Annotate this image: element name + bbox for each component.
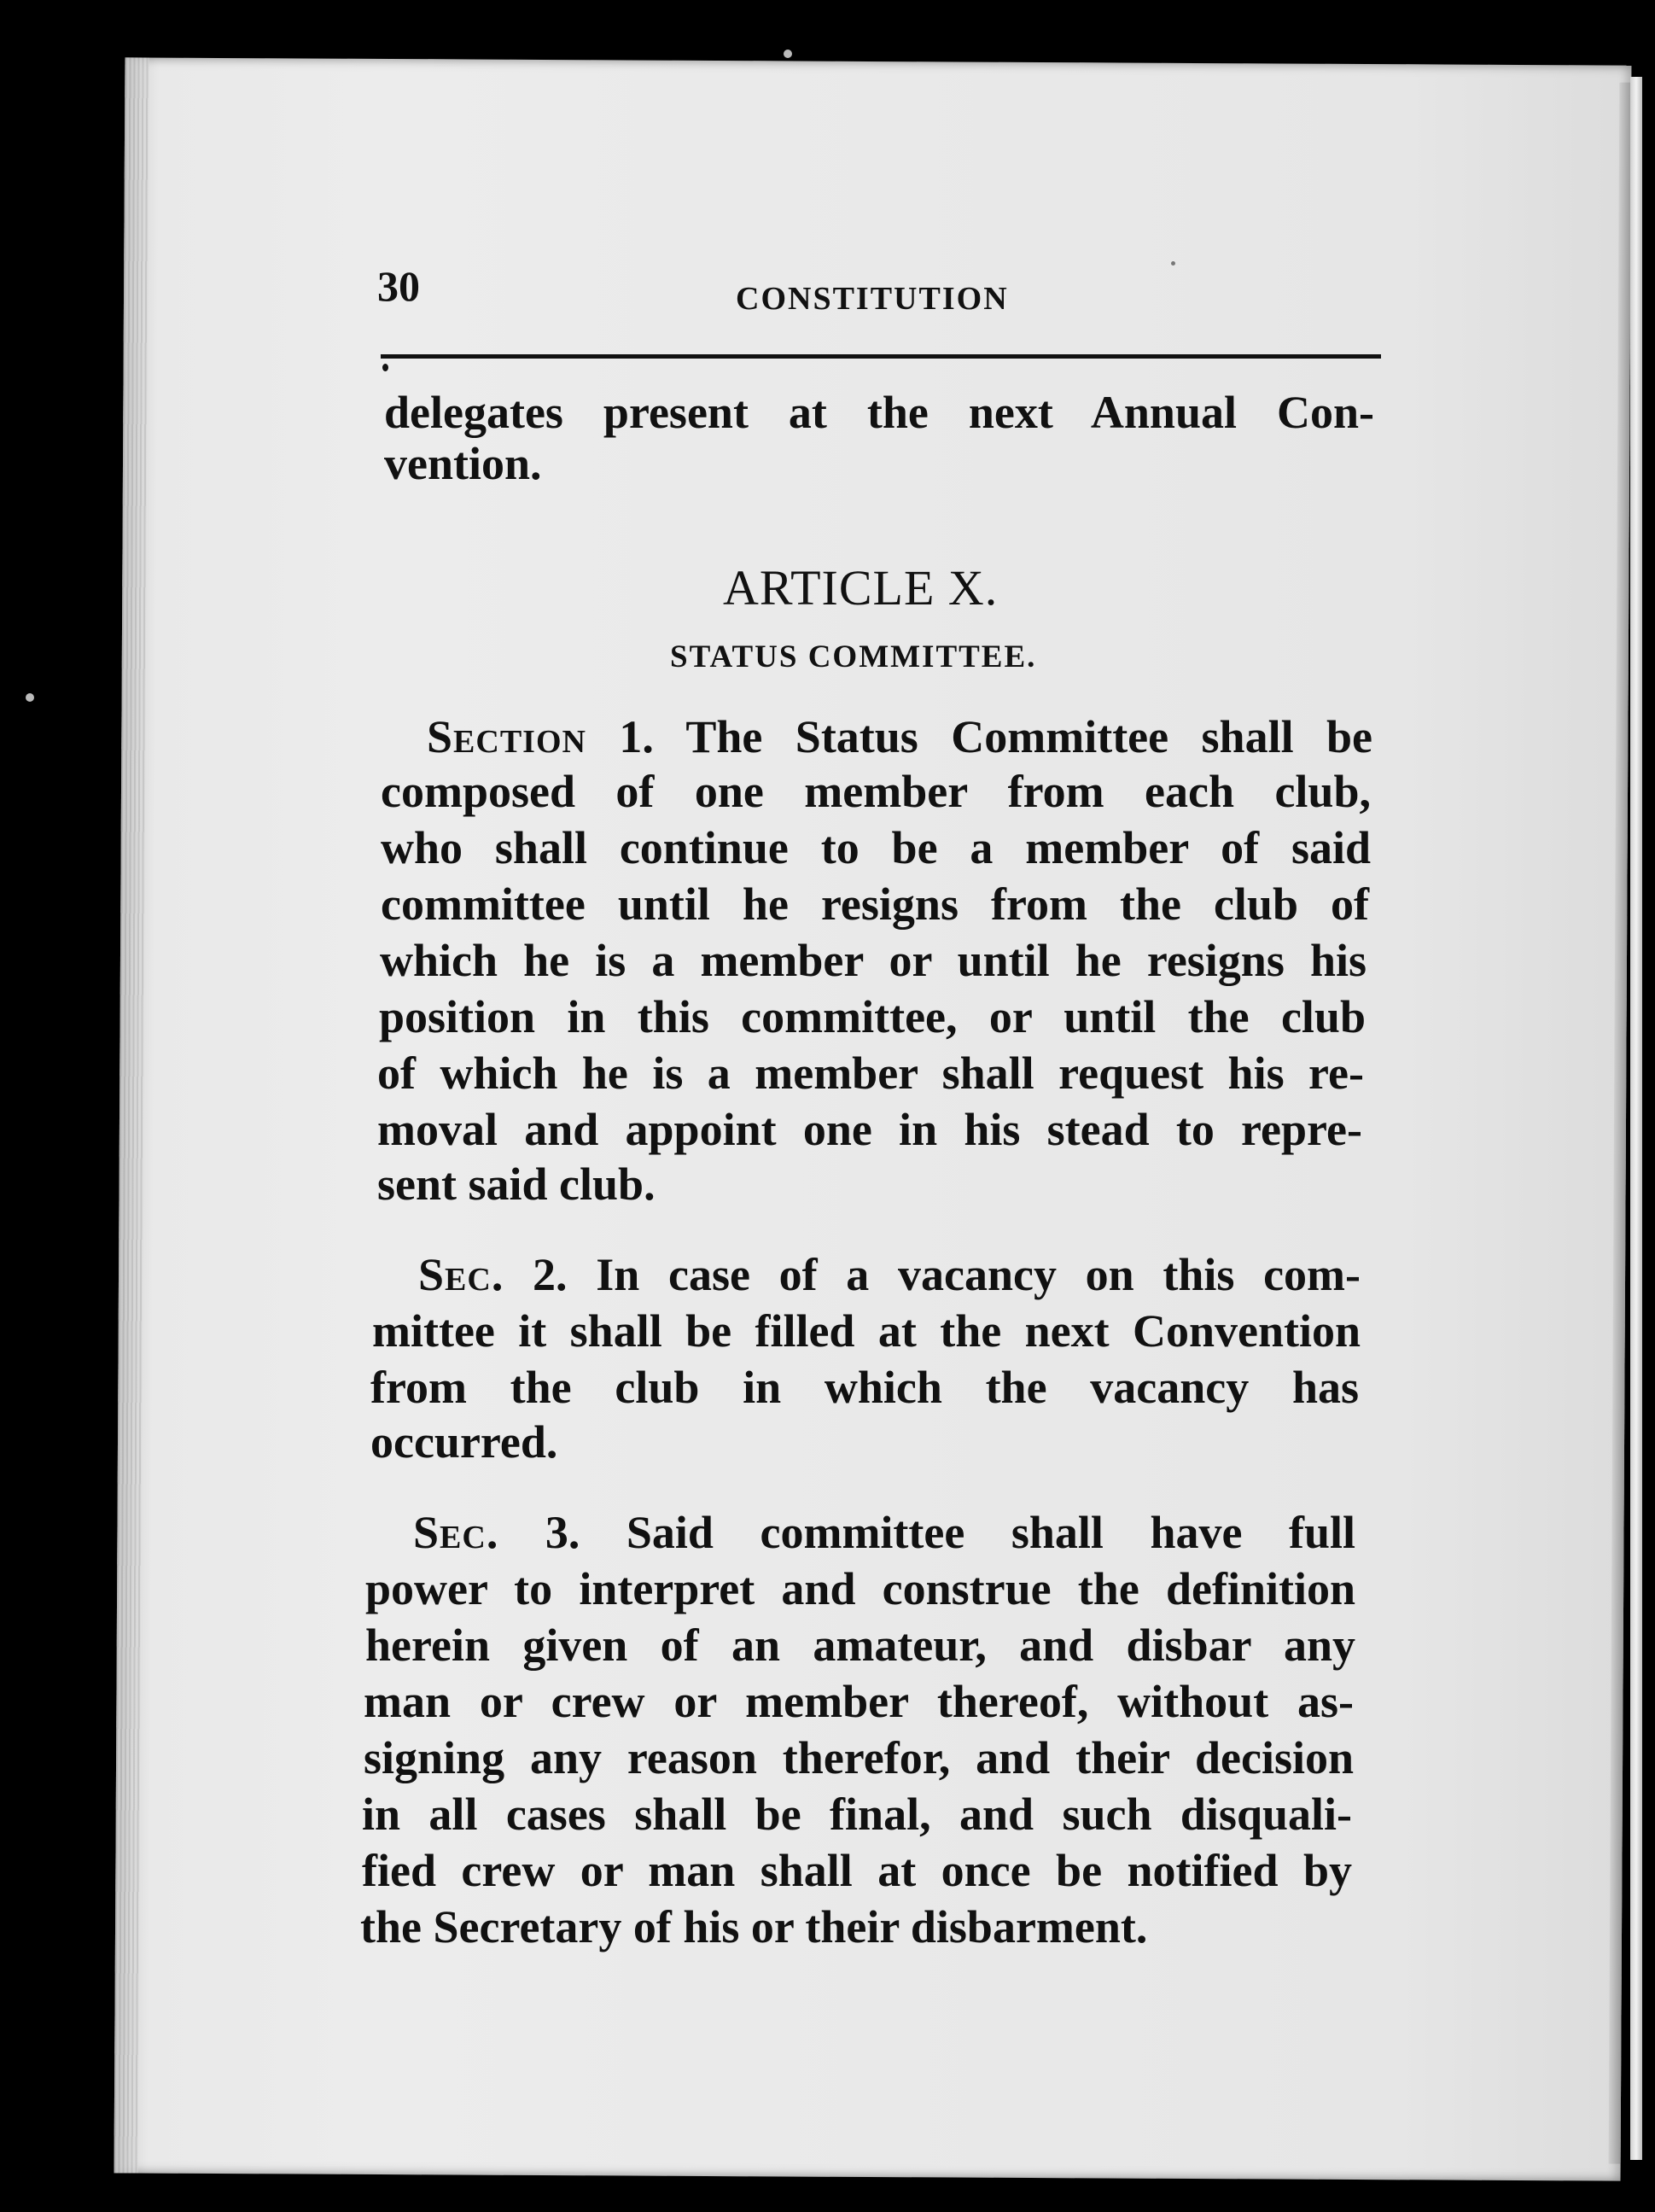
text-line: of which he is a member shall request his re-: [377, 1048, 1364, 1099]
header-rule: [381, 354, 1381, 359]
text-line: fied crew or man shall at once be notified by: [362, 1845, 1352, 1896]
text-line: signing any reason therefor, and their decision: [364, 1732, 1354, 1783]
section-first-line: [427, 710, 1372, 763]
text-line: mittee it shall be filled at the next Convention: [372, 1305, 1361, 1357]
section-label: Sec.: [418, 1249, 504, 1300]
text-line: who shall continue to be a member of said: [381, 822, 1371, 873]
dust-speck: [784, 50, 792, 58]
section-first-line: [413, 1506, 1355, 1559]
section-text: The Status Committee shall be: [685, 711, 1373, 762]
text-line: sent said club.: [377, 1159, 656, 1210]
text-line: position in this committee, or until the club: [379, 991, 1366, 1042]
text-line: from the club in which the vacancy has: [370, 1362, 1359, 1413]
text-line: which he is a member or until he resigns his: [380, 935, 1367, 986]
text-line: moval and appoint one in his stead to repre-: [377, 1104, 1362, 1155]
text-line: power to interpret and construe the definition: [365, 1563, 1355, 1614]
text-line: the Secretary of his or their disbarment.: [360, 1901, 1148, 1952]
article-heading: ARTICLE X.: [723, 560, 999, 616]
text-line: man or crew or member thereof, without as-: [364, 1676, 1354, 1727]
text-line: vention.: [384, 438, 542, 489]
section-first-line: [418, 1248, 1361, 1301]
dust-speck: [26, 693, 34, 702]
section-label: Section: [427, 711, 586, 762]
text-line: composed of one member from each club,: [381, 766, 1371, 817]
article-subheading: STATUS COMMITTEE.: [670, 639, 1037, 674]
dust-speck: [1171, 261, 1175, 266]
text-line: herein given of an amateur, and disbar any: [365, 1620, 1355, 1671]
text-line: delegates present at the next Annual Con-: [384, 387, 1374, 438]
text-line: occurred.: [370, 1416, 558, 1468]
section-number: 2.: [533, 1249, 568, 1300]
text-line: in all cases shall be final, and such disquali-: [362, 1789, 1352, 1840]
text-line: committee until he resigns from the club of: [381, 878, 1369, 930]
rule-mark: [382, 364, 388, 371]
running-title: CONSTITUTION: [736, 281, 1009, 317]
section-text: In case of a vacancy on this com-: [596, 1249, 1361, 1300]
section-text: Said committee shall have full: [626, 1507, 1355, 1558]
section-number: 3.: [545, 1507, 580, 1558]
section-number: 1.: [619, 711, 654, 762]
page-edge: [1630, 77, 1642, 2160]
page-number: 30: [377, 262, 420, 310]
section-label: Sec.: [413, 1507, 499, 1558]
